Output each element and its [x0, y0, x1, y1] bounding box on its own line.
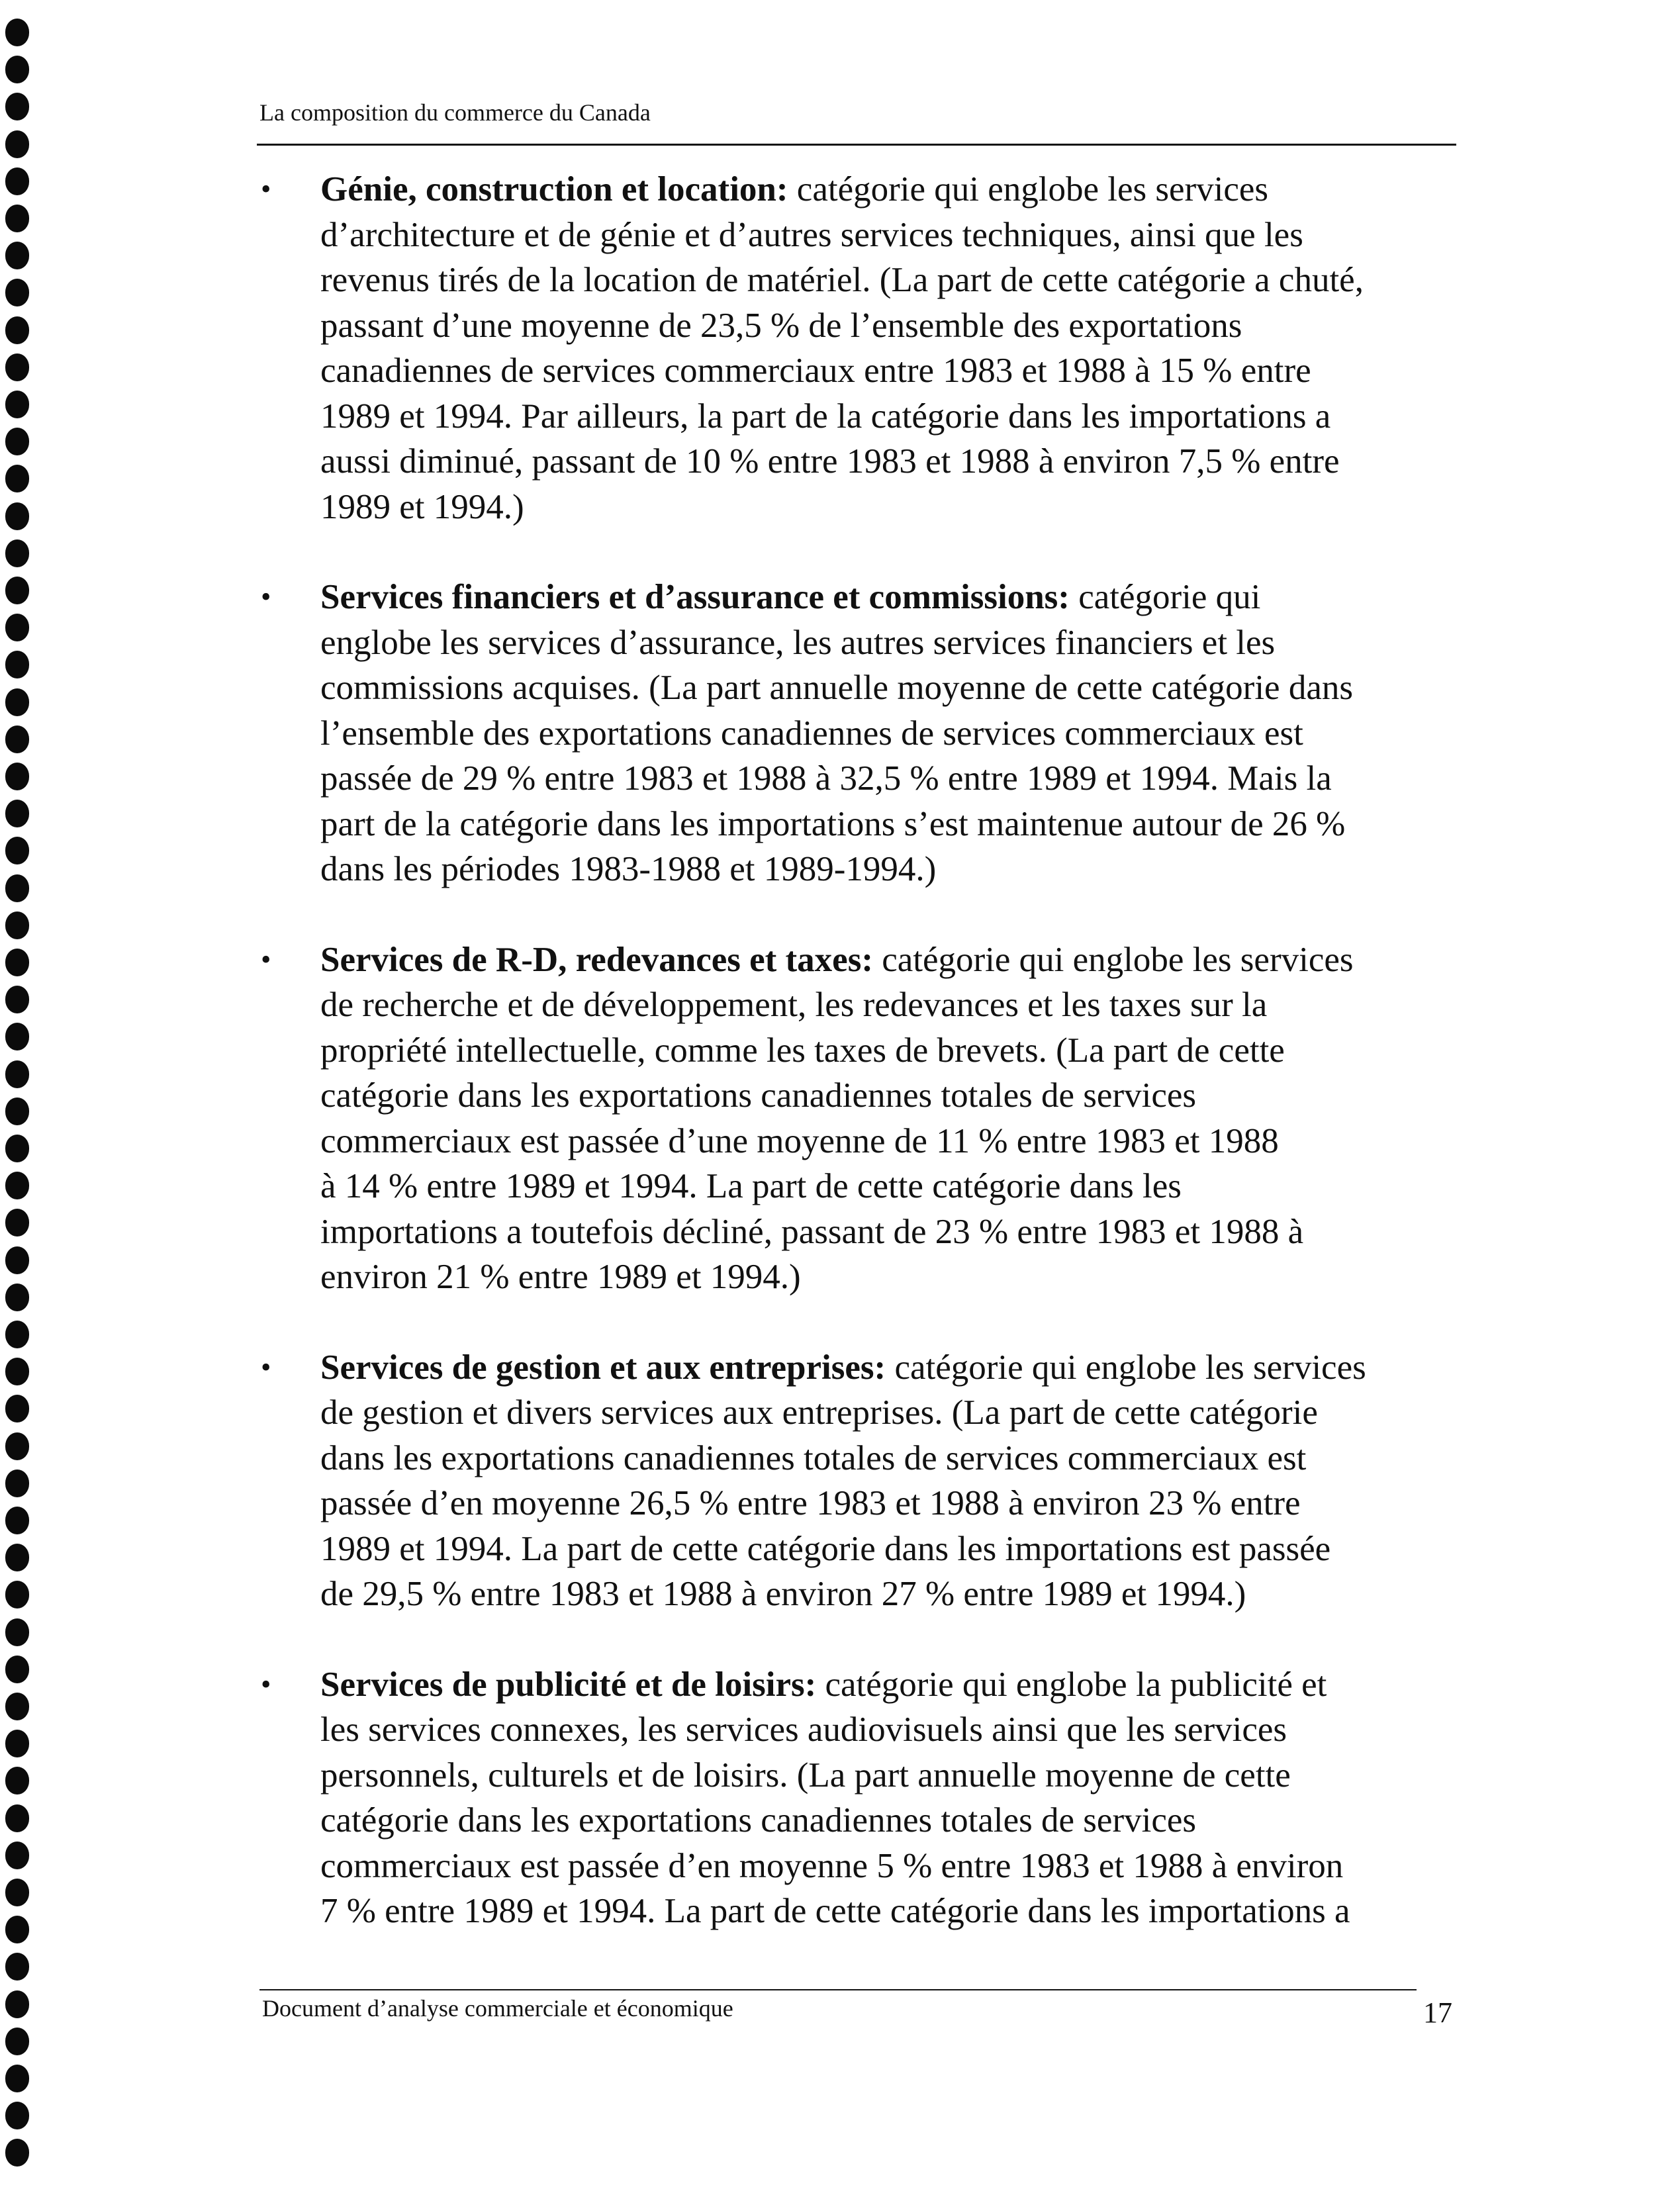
binding-hole — [5, 1395, 29, 1423]
binding-hole — [5, 1693, 29, 1720]
item-line: passée de 29 % entre 1983 et 1988 à 32,5 % entre 1989 et 1994. Mais la — [320, 759, 1332, 798]
binding-hole — [5, 1618, 29, 1646]
item-line: catégorie qui englobe les services — [886, 1348, 1366, 1387]
list-item — [259, 1662, 1464, 1934]
bullet-icon: • — [261, 1667, 271, 1701]
binding-hole — [5, 2139, 29, 2167]
document-body — [259, 167, 1464, 1934]
item-line: part de la catégorie dans les importations s’est maintenue autour de 26 % — [320, 804, 1346, 843]
binding-hole — [5, 242, 29, 269]
binding-hole — [5, 949, 29, 976]
item-line: englobe les services d’assurance, les autres services financiers et les — [320, 623, 1276, 662]
binding-hole — [5, 1767, 29, 1795]
binding-hole — [5, 1358, 29, 1385]
bullet-icon: • — [261, 943, 271, 976]
binding-hole — [5, 56, 29, 83]
binding-hole — [5, 577, 29, 604]
binding-hole — [5, 1097, 29, 1125]
binding-hole — [5, 1879, 29, 1906]
item-line: catégorie dans les exportations canadiennes totales de services — [320, 1801, 1197, 1840]
binding-hole — [5, 1023, 29, 1050]
list-item — [259, 575, 1464, 892]
item-line: l’ensemble des exportations canadiennes de services commerciaux est — [320, 714, 1303, 753]
item-first-line — [320, 1662, 1464, 1708]
list-item — [259, 167, 1464, 530]
binding-hole — [5, 1730, 29, 1757]
binding-hole — [5, 1321, 29, 1348]
binding-hole — [5, 167, 29, 195]
item-line: dans les périodes 1983-1988 et 1989-1994.) — [320, 850, 937, 888]
binding-hole — [5, 205, 29, 232]
item-line: les services connexes, les services audiovisuels ainsi que les services — [320, 1710, 1287, 1749]
binding-holes — [0, 0, 40, 2193]
binding-hole — [5, 800, 29, 827]
item-line: environ 21 % entre 1989 et 1994.) — [320, 1258, 801, 1296]
binding-hole — [5, 651, 29, 678]
item-first-line — [320, 1345, 1464, 1391]
binding-hole — [5, 428, 29, 455]
binding-hole — [5, 614, 29, 641]
item-line: importations a toutefois décliné, passant de 23 % entre 1983 et 1988 à — [320, 1212, 1304, 1251]
binding-hole — [5, 837, 29, 864]
item-line: canadiennes de services commerciaux entre 1983 et 1988 à 15 % entre — [320, 351, 1311, 390]
binding-hole — [5, 539, 29, 567]
binding-hole — [5, 725, 29, 753]
binding-hole — [5, 911, 29, 939]
header-rule — [257, 144, 1456, 146]
binding-hole — [5, 19, 29, 46]
binding-hole — [5, 1656, 29, 1683]
item-line: passant d’une moyenne de 23,5 % de l’ensemble des exportations — [320, 306, 1242, 345]
item-line: commissions acquises. (La part annuelle moyenne de cette catégorie dans — [320, 669, 1353, 707]
item-line: catégorie qui englobe les services — [788, 170, 1269, 209]
binding-hole — [5, 130, 29, 158]
item-line: personnels, culturels et de loisirs. (La part annuelle moyenne de cette — [320, 1755, 1291, 1795]
bullet-icon: • — [261, 581, 271, 613]
binding-hole — [5, 353, 29, 381]
item-term: Services de publicité et de loisirs: — [320, 1665, 817, 1704]
footer-title: Document d’analyse commerciale et économique — [262, 1995, 733, 2022]
item-line: dans les exportations canadiennes totales de services commerciaux est — [320, 1438, 1307, 1477]
binding-hole — [5, 1916, 29, 1943]
binding-hole — [5, 1804, 29, 1832]
item-first-line — [320, 575, 1464, 620]
binding-hole — [5, 763, 29, 790]
footer-rule — [259, 1989, 1417, 1990]
binding-hole — [5, 1953, 29, 1981]
item-term: Services de R-D, redevances et taxes: — [320, 940, 873, 979]
item-line: propriété intellectuelle, comme les taxes de brevets. (La part de cette — [320, 1031, 1285, 1070]
item-line: de gestion et divers services aux entreprises. (La part de cette catégorie — [320, 1393, 1318, 1432]
binding-hole — [5, 1172, 29, 1199]
binding-hole — [5, 874, 29, 902]
binding-hole — [5, 2065, 29, 2092]
bullet-icon: • — [261, 173, 271, 205]
binding-hole — [5, 1470, 29, 1497]
binding-hole — [5, 2102, 29, 2129]
item-line: de recherche et de développement, les redevances et les taxes sur la — [320, 986, 1268, 1024]
item-line: de 29,5 % entre 1983 et 1988 à environ 27 % entre 1989 et 1994.) — [320, 1575, 1246, 1613]
item-line: catégorie qui englobe les services — [872, 940, 1354, 979]
binding-hole — [5, 1581, 29, 1609]
binding-hole — [5, 1060, 29, 1088]
binding-hole — [5, 1135, 29, 1162]
item-first-line — [320, 167, 1464, 212]
item-line: catégorie qui — [1069, 578, 1261, 616]
item-line: aussi diminué, passant de 10 % entre 1983 et 1988 à environ 7,5 % entre — [320, 442, 1340, 481]
item-line: 1989 et 1994. La part de cette catégorie dans les importations est passée — [320, 1529, 1331, 1568]
binding-hole — [5, 1209, 29, 1236]
list-item — [259, 937, 1464, 1300]
binding-hole — [5, 1507, 29, 1534]
item-line: catégorie qui englobe la publicité et — [816, 1665, 1327, 1704]
running-head: La composition du commerce du Canada — [259, 99, 651, 126]
item-term: Services de gestion et aux entreprises: — [320, 1348, 886, 1387]
binding-hole — [5, 1246, 29, 1274]
binding-hole — [5, 93, 29, 120]
list-item — [259, 1345, 1464, 1617]
item-line: revenus tirés de la location de matériel. (La part de cette catégorie a chuté, — [320, 261, 1364, 299]
binding-hole — [5, 391, 29, 418]
binding-hole — [5, 2028, 29, 2055]
binding-hole — [5, 1842, 29, 1869]
binding-hole — [5, 1283, 29, 1311]
item-line: commerciaux est passée d’une moyenne de 11 % entre 1983 et 1988 — [320, 1121, 1279, 1160]
item-line: d’architecture et de génie et d’autres services techniques, ainsi que les — [320, 215, 1303, 254]
binding-hole — [5, 1990, 29, 2018]
item-line: passée d’en moyenne 26,5 % entre 1983 et 1988 à environ 23 % entre — [320, 1484, 1301, 1522]
item-term: Génie, construction et location: — [320, 170, 788, 209]
binding-hole — [5, 502, 29, 530]
item-line: 7 % entre 1989 et 1994. La part de cette catégorie dans les importations a — [320, 1892, 1350, 1930]
binding-hole — [5, 1544, 29, 1571]
item-line: commerciaux est passée d’en moyenne 5 % entre 1983 et 1988 à environ — [320, 1846, 1344, 1885]
binding-hole — [5, 465, 29, 492]
item-line: 1989 et 1994.) — [320, 487, 524, 526]
item-first-line — [320, 937, 1464, 983]
binding-hole — [5, 986, 29, 1013]
binding-hole — [5, 279, 29, 306]
binding-hole — [5, 316, 29, 344]
item-line: à 14 % entre 1989 et 1994. La part de cette catégorie dans les — [320, 1167, 1182, 1205]
item-term: Services financiers et d’assurance et commissions: — [320, 578, 1070, 616]
binding-hole — [5, 688, 29, 716]
item-line: catégorie dans les exportations canadiennes totales de services — [320, 1076, 1197, 1115]
bullet-icon: • — [261, 1350, 271, 1383]
binding-hole — [5, 1432, 29, 1460]
page-number: 17 — [1423, 1996, 1452, 2029]
item-line: 1989 et 1994. Par ailleurs, la part de la catégorie dans les importations a — [320, 397, 1331, 436]
